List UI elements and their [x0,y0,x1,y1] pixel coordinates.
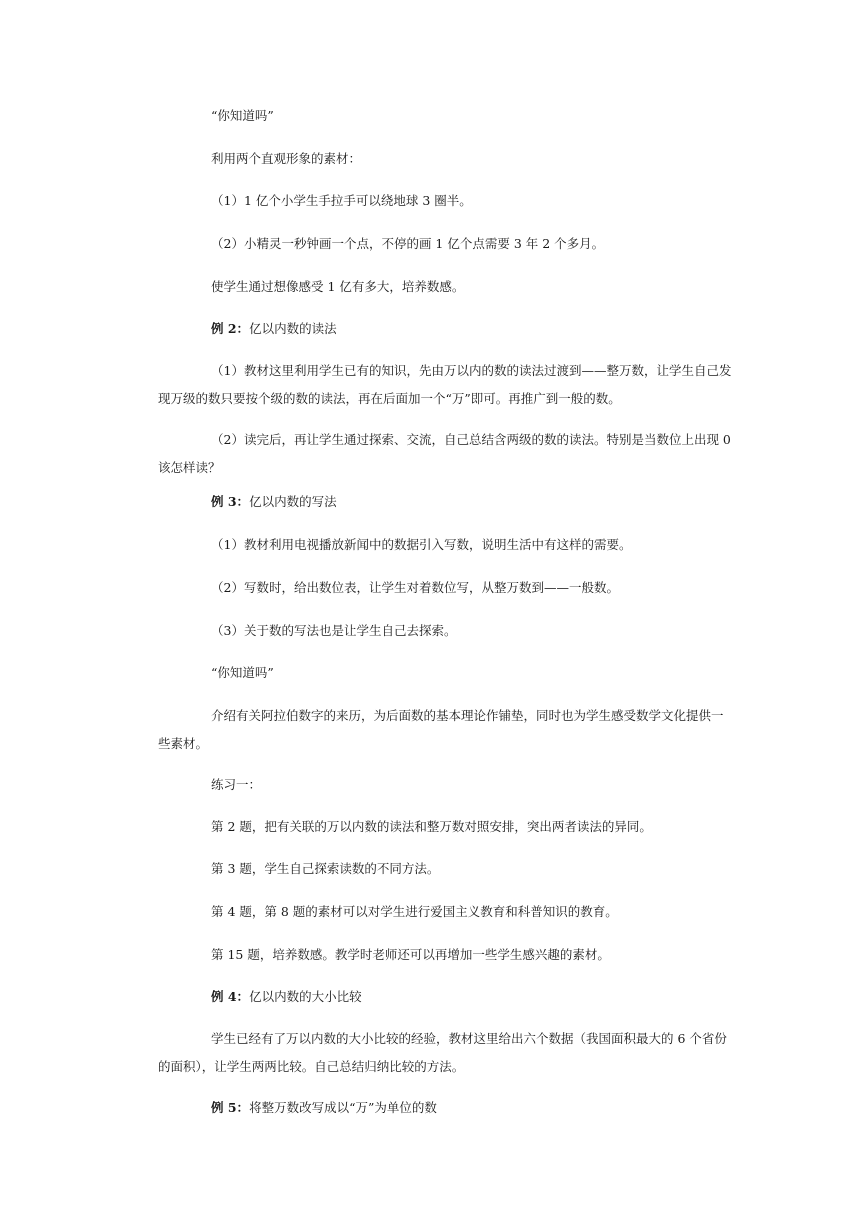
paragraph [211,898,731,926]
example-title: 亿以内数的读法 [249,321,337,336]
paragraph-text: 练习一： [211,777,262,792]
paragraph-heading-did-you-know [211,102,731,130]
paragraph-text: （2）读完后，再让学生通过探索、交流，自己总结含两级的数的读法。特别是当数位上出现 0 该怎样读？ [158,432,731,475]
paragraph [211,941,731,969]
example-label: 例 3： [211,494,250,509]
paragraph-heading-did-you-know [211,659,731,687]
paragraph-text: （2）写数时，给出数位表，让学生对着数位写，从整万数到——一般数。 [211,580,619,595]
example-heading [211,1094,731,1122]
paragraph [158,702,733,758]
paragraph-text: （1）教材利用电视播放新闻中的数据引入写数，说明生活中有这样的需要。 [211,537,632,552]
paragraph [158,357,733,413]
paragraph-text: （1）1 亿个小学生手拉手可以绕地球 3 圈半。 [211,193,472,208]
paragraph [211,617,731,645]
example-label: 例 4： [211,989,250,1004]
paragraph-text: “你知道吗” [211,665,274,680]
paragraph-text: 使学生通过想像感受 1 亿有多大，培养数感。 [211,279,465,294]
paragraph-text: 第 15 题，培养数感。教学时老师还可以再增加一些学生感兴趣的素材。 [211,947,610,962]
paragraph-text: （3）关于数的写法也是让学生自己去探索。 [211,623,457,638]
paragraph-text: “你知道吗” [211,108,274,123]
paragraph-text: 第 3 题，学生自己探索读数的不同方法。 [211,861,440,876]
paragraph [211,813,731,841]
example-title: 亿以内数的写法 [249,494,337,509]
paragraph-text: 利用两个直观形象的素材： [211,151,362,166]
paragraph-text: 第 2 题，把有关联的万以内数的读法和整万数对照安排，突出两者读法的异同。 [211,819,652,834]
example-heading [211,488,731,516]
paragraph [158,1025,733,1081]
paragraph [211,574,731,602]
paragraph [211,230,731,258]
paragraph [211,145,731,173]
paragraph [211,273,731,301]
paragraph-text: 介绍有关阿拉伯数字的来历，为后面数的基本理论作铺垫，同时也为学生感受数学文化提供一些素材。 [158,708,724,751]
paragraph [211,187,731,215]
example-label: 例 5： [211,1100,250,1115]
example-label: 例 2： [211,321,250,336]
paragraph [211,771,731,799]
example-heading [211,315,731,343]
paragraph-text: （2）小精灵一秒钟画一个点，不停的画 1 亿个点需要 3 年 2 个多月。 [211,236,605,251]
paragraph-text: 第 4 题，第 8 题的素材可以对学生进行爱国主义教育和科普知识的教育。 [211,904,618,919]
example-title: 将整万数改写成以“万”为单位的数 [249,1100,437,1115]
paragraph [211,531,731,559]
paragraph-text: （1）教材这里利用学生已有的知识，先由万以内的数的读法过渡到——整万数，让学生自己发现万级的数只要按个级的数的读法，再在后面加一个“万”即可。再推广到一般的数。 [158,363,732,406]
paragraph [211,855,731,883]
example-heading [211,983,731,1011]
paragraph-text: 学生已经有了万以内数的大小比较的经验，教材这里给出六个数据（我国面积最大的 6 个省份的面积），让学生两两比较。自己总结归纳比较的方法。 [158,1031,727,1074]
paragraph [158,426,733,482]
example-title: 亿以内数的大小比较 [249,989,362,1004]
